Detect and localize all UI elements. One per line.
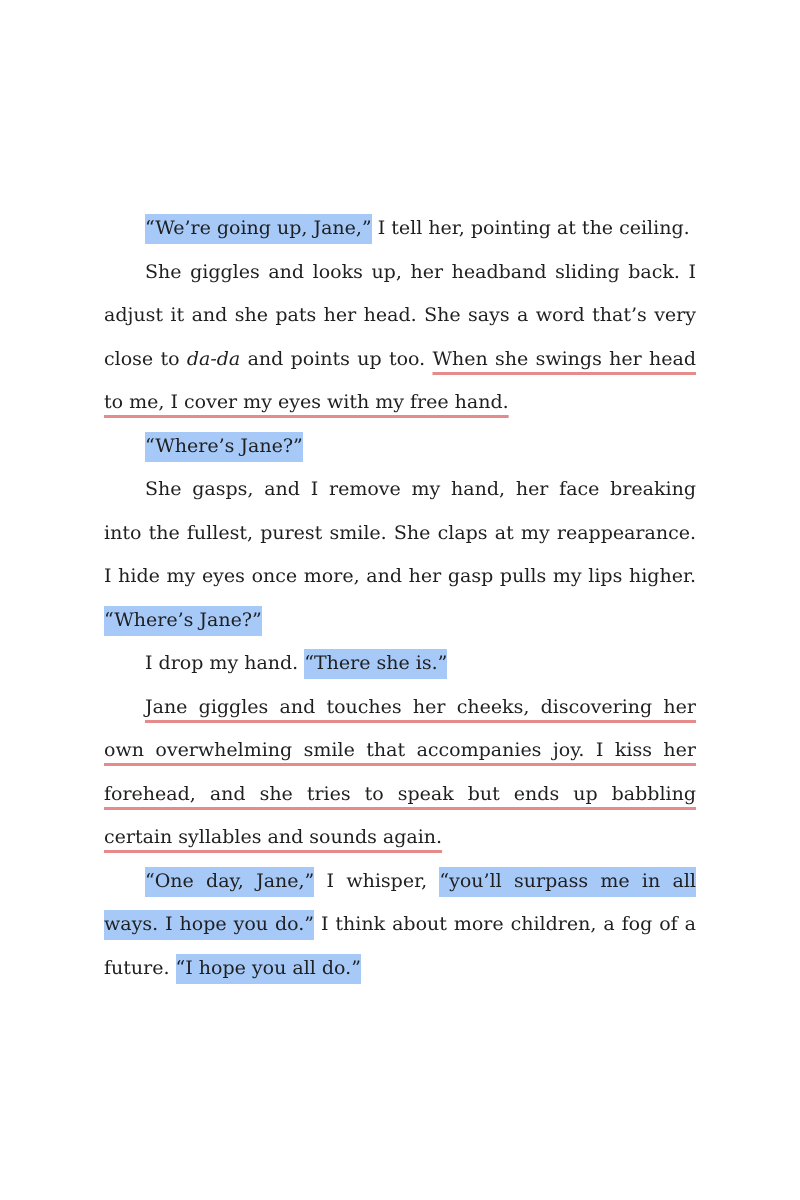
paragraph-6 xyxy=(104,686,696,860)
text-segment: I think about more children, a fog of a future. xyxy=(104,913,696,979)
text-segment: I drop my hand. xyxy=(145,652,305,674)
highlighted-quote[interactable]: “Where’s Jane?” xyxy=(145,432,303,462)
underlined-passage[interactable]: When she swings her head to me, I cover my eyes with my free hand. xyxy=(104,347,696,413)
text-segment: I whisper, xyxy=(314,869,440,892)
paragraph-1 xyxy=(104,207,696,251)
highlighted-quote[interactable]: “There she is.” xyxy=(304,649,447,679)
highlighted-quote[interactable]: “I hope you all do.” xyxy=(176,954,361,984)
highlighted-quote[interactable]: “you’ll surpass me in all ways. I hope you do.” xyxy=(104,867,696,941)
paragraph-4 xyxy=(104,468,696,642)
underlined-passage[interactable]: Jane giggles and touches her cheeks, discovering her own overwhelming smile that accompanies joy. I kiss her forehead, and she tries to speak but ends up babbling certain syllables and sounds again. xyxy=(104,695,696,848)
highlighted-quote[interactable]: “Where’s Jane?” xyxy=(104,606,262,636)
text-column xyxy=(104,207,696,990)
paragraph-7 xyxy=(104,860,696,991)
highlighted-quote[interactable]: “We’re going up, Jane,” xyxy=(145,214,372,244)
highlighted-quote[interactable]: “One day, Jane,” xyxy=(145,867,314,897)
text-segment: She giggles and looks up, her headband sliding back. I adjust it and she pats her head. She says a word that’s very close to xyxy=(104,260,696,370)
italic-text: da-da xyxy=(186,347,241,370)
paragraph-2 xyxy=(104,251,696,425)
text-segment: I tell her, pointing at the ceiling. xyxy=(371,217,690,239)
text-segment: She gasps, and I remove my hand, her face breaking into the fullest, purest smile. She claps at my reappearance. I hide my eyes once more, and her gasp pulls my lips higher. xyxy=(104,478,696,587)
text-segment: and points up too. xyxy=(240,347,433,370)
paragraph-3 xyxy=(104,425,696,469)
paragraph-5 xyxy=(104,642,696,686)
